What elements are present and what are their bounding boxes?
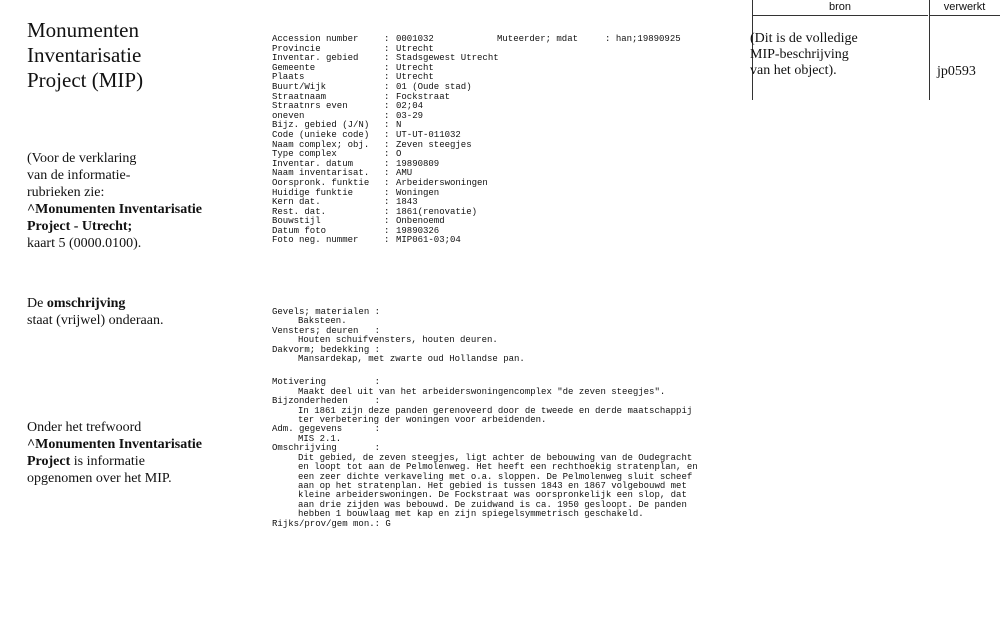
record-field-row: Buurt/Wijk : 01 (Oude stad) xyxy=(272,81,472,92)
note-line: staat (vrijwel) onderaan. xyxy=(27,313,164,328)
field-key: Inventar. datum xyxy=(272,158,354,169)
omschrijving-line: kleine arbeiderswoningen. De Fockstraat was oorspronkelijk een slop, dat xyxy=(298,490,687,501)
field-key: Datum foto xyxy=(272,225,327,236)
record-field-row: Bijz. gebied (J/N) : N xyxy=(272,120,402,131)
note-link-line xyxy=(27,436,202,453)
field-value: Arbeiderswoningen xyxy=(396,177,488,188)
record-sections xyxy=(272,308,742,529)
field-value: UT-UT-011032 xyxy=(396,129,461,140)
record-field-row: Provincie : Utrecht xyxy=(272,43,434,54)
section-heading: Adm. gegevens : xyxy=(272,424,381,435)
field-value: 1861(renovatie) xyxy=(396,206,478,217)
field-value: 03-29 xyxy=(396,110,424,121)
section-body: ter verbetering der woningen voor arbeidenden. xyxy=(298,415,547,426)
verwerkt-cell: jp0593 xyxy=(937,64,976,79)
section-body: In 1861 zijn deze panden gerenoveerd door de tweede en derde maatschappij xyxy=(298,405,693,416)
note-line: opgenomen over het MIP. xyxy=(27,471,172,486)
field-value: N xyxy=(396,120,402,131)
record-field-row: Oorspronk. funktie : Arbeiderswoningen xyxy=(272,177,488,188)
field-key: Bouwstijl xyxy=(272,216,321,227)
field-key: Bijz. gebied (J/N) xyxy=(272,120,370,131)
field-value: Utrecht xyxy=(396,72,434,83)
header-bron: bron xyxy=(752,0,928,16)
section-body: MIS 2.1. xyxy=(298,433,342,444)
section-body: Houten schuifvensters, houten deuren. xyxy=(298,335,498,346)
record-field-row: Plaats : Utrecht xyxy=(272,72,434,83)
title-line: Inventarisatie xyxy=(27,43,142,67)
field-value: 02;04 xyxy=(396,101,424,112)
header-verwerkt: verwerkt xyxy=(929,0,1000,16)
keyword-omschrijving: omschrijving xyxy=(46,296,126,311)
record-field-row: Foto neg. nummer : MIP061-03;04 xyxy=(272,235,461,246)
record-field-row: Straatnaam : Fockstraat xyxy=(272,91,451,102)
record-field-row: oneven : 03-29 xyxy=(272,110,424,121)
omschrijving-line: Dit gebied, de zeven steegjes, ligt achter de bebouwing van de Oudegracht xyxy=(298,452,693,463)
note-line: Project is informatie xyxy=(27,454,145,469)
bron-cell xyxy=(750,31,858,79)
section-heading: Gevels; materialen : xyxy=(272,307,381,317)
field-key: Foto neg. nummer xyxy=(272,235,359,246)
field-key: Buurt/Wijk xyxy=(272,81,327,92)
note-trefwoord xyxy=(27,419,202,487)
field-value: Zeven steegjes xyxy=(396,139,472,150)
field-value: Utrecht xyxy=(396,62,434,73)
section-heading: Motivering : xyxy=(272,377,381,388)
record-field-row: Bouwstijl : Onbenoemd xyxy=(272,216,445,227)
note-line: kaart 5 (0000.0100). xyxy=(27,236,142,251)
field-key: Type complex xyxy=(272,149,337,160)
record-field-row: Rest. dat. : 1861(renovatie) xyxy=(272,206,478,217)
omschrijving-line: hebben 1 bouwlaag met kap en zijn spiegelsymmetrisch geschakeld. xyxy=(298,509,644,520)
field-key: oneven xyxy=(272,110,305,121)
field-key: Provincie xyxy=(272,43,321,54)
record-field-row: Accession number : 0001032 xyxy=(272,34,434,44)
title-line: Monumenten xyxy=(27,18,139,42)
field-value: Utrecht xyxy=(396,43,434,54)
record-field-row: Naam complex; obj. : Zeven steegjes xyxy=(272,139,472,150)
section-heading: Vensters; deuren : xyxy=(272,325,381,336)
note-line: van de informatie- xyxy=(27,168,131,183)
section-heading: Dakvorm; bedekking : xyxy=(272,344,381,355)
record-fields xyxy=(272,35,742,246)
note-line: Onder het trefwoord xyxy=(27,420,142,435)
field-key: Code (unieke code) xyxy=(272,129,370,140)
note-verklaring xyxy=(27,150,202,252)
field-value: MIP061-03;04 xyxy=(396,235,461,246)
note-line: De omschrijving xyxy=(27,296,126,311)
record-field-row: Code (unieke code) : UT-UT-011032 xyxy=(272,129,461,140)
source-table xyxy=(752,0,1000,100)
omschrijving-line: en loopt tot aan de Pelmolenweg. Het heeft een rechthoekig stratenplan, en xyxy=(298,462,698,473)
record-field-row: Straatnrs even : 02;04 xyxy=(272,101,424,112)
field-key: Inventar. gebied xyxy=(272,53,359,64)
section-heading: Bijzonderheden : xyxy=(272,396,381,407)
field-key: Straatnrs even xyxy=(272,101,348,112)
note-link-line xyxy=(27,201,202,218)
title-line: Project (MIP) xyxy=(27,68,144,92)
record-field-row: Type complex : O xyxy=(272,149,402,160)
field-value: 19890326 xyxy=(396,225,440,236)
field-value: Onbenoemd xyxy=(396,216,445,227)
section-body: Mansardekap, met zwarte oud Hollandse pan. xyxy=(298,354,525,365)
field-value: AMU xyxy=(396,168,413,179)
bron-line: MIP-beschrijving xyxy=(750,47,849,62)
document-title xyxy=(27,18,143,93)
field-key: Naam inventarisat. xyxy=(272,168,370,179)
note-omschrijving xyxy=(27,295,163,329)
field-value: 1843 xyxy=(396,197,418,208)
field-key: Straatnaam xyxy=(272,91,327,102)
reference-link[interactable]: ^Monumenten Inventarisatie xyxy=(27,437,202,452)
record-field-row: Inventar. datum : 19890809 xyxy=(272,158,440,169)
record-field-row: Huidige funktie : Woningen xyxy=(272,187,440,198)
bron-line: van het object). xyxy=(750,63,837,78)
reference-link[interactable]: Project xyxy=(27,454,71,469)
record-field-row: Naam inventarisat. : AMU xyxy=(272,168,413,179)
field-value: Stadsgewest Utrecht xyxy=(396,53,499,64)
omschrijving-line: aan op het stratenplan. Het gebied is tussen 1843 en 1867 volgebouwd met xyxy=(298,480,687,491)
field-value: 0001032 xyxy=(396,34,434,44)
reference-link[interactable]: Project - Utrecht; xyxy=(27,219,133,234)
field-key: Oorspronk. funktie xyxy=(272,177,370,188)
bron-line: (Dit is de volledige xyxy=(750,31,858,46)
rijks-field: Rijks/prov/gem mon.: G xyxy=(272,518,391,529)
omschrijving-line: een zeer dichte verkaveling met o.a. sloppen. De Pelmolenweg sluit scheef xyxy=(298,471,693,482)
field-key: Kern dat. xyxy=(272,197,321,208)
record-field-row: Inventar. gebied : Stadsgewest Utrecht xyxy=(272,53,499,64)
omschrijving-line: aan drie zijden was bebouwd. De zuidwand is ca. 1950 gesloopt. De panden xyxy=(298,499,687,510)
field-value: 19890809 xyxy=(396,158,440,169)
field-key: Gemeente xyxy=(272,62,316,73)
section-body: Maakt deel uit van het arbeiderswoningencomplex "de zeven steegjes". xyxy=(298,386,666,397)
field-value: Fockstraat xyxy=(396,91,451,102)
record-field-row: Gemeente : Utrecht xyxy=(272,62,434,73)
omschrijving-text xyxy=(272,454,742,520)
note-line: (Voor de verklaring xyxy=(27,151,137,166)
field-value: O xyxy=(396,149,402,160)
field-key: Rest. dat. xyxy=(272,206,327,217)
note-link-line xyxy=(27,218,202,235)
field-key: Huidige funktie xyxy=(272,187,354,198)
section-body: Baksteen. xyxy=(298,316,347,327)
section-heading: Omschrijving : xyxy=(272,443,381,454)
field-value: Woningen xyxy=(396,187,440,198)
note-line: rubrieken zie: xyxy=(27,185,105,200)
field-key: Naam complex; obj. xyxy=(272,139,370,150)
record-field-row: Kern dat. : 1843 xyxy=(272,197,418,208)
record-field-row: Datum foto : 19890326 xyxy=(272,225,440,236)
reference-link[interactable]: ^Monumenten Inventarisatie xyxy=(27,202,202,217)
field-value: 01 (Oude stad) xyxy=(396,81,472,92)
field-key: Plaats xyxy=(272,72,305,83)
muteerder-field: Muteerder; mdat : han;19890925 xyxy=(497,34,681,44)
field-key: Accession number xyxy=(272,34,359,44)
